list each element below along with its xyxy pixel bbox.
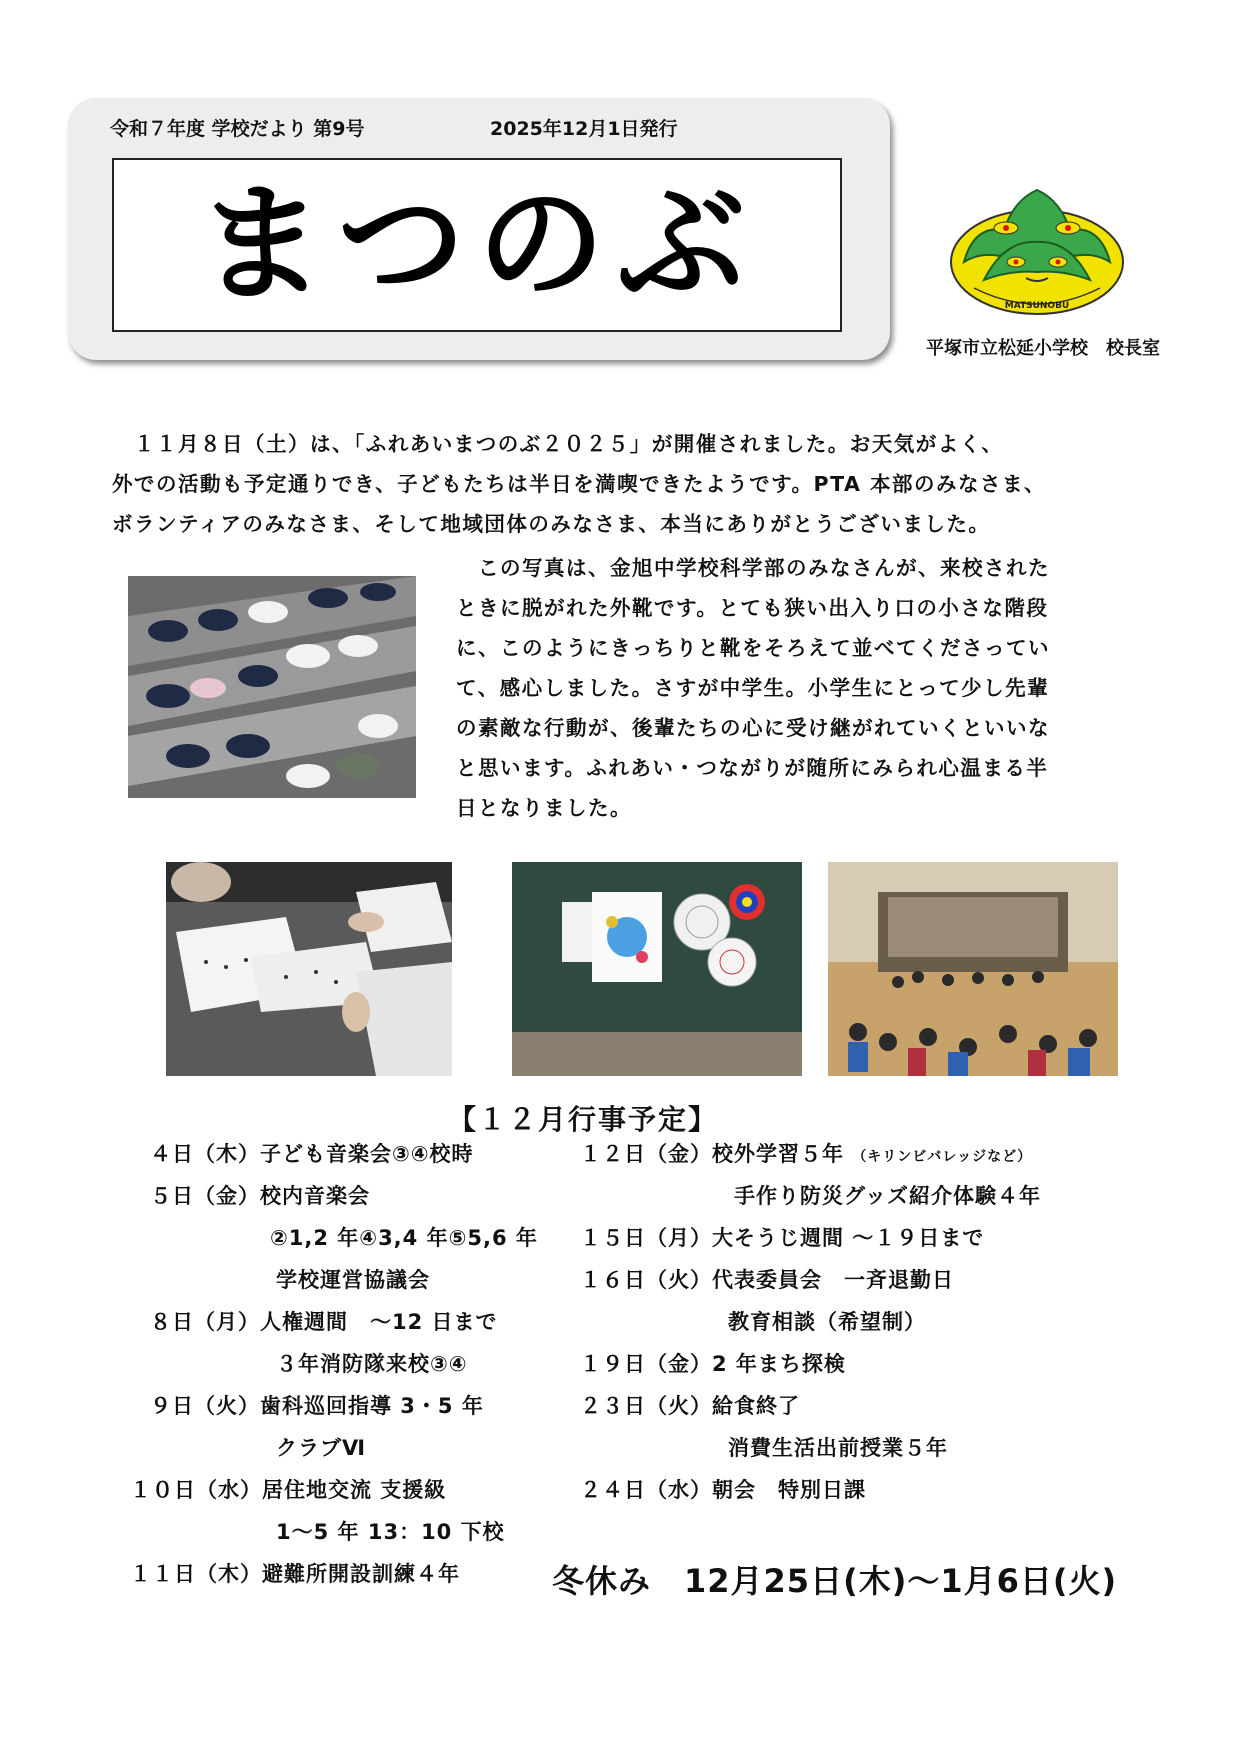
caption-line: の素敵な行動が、後輩たちの心に受け継がれていくといいな: [456, 716, 1050, 740]
schedule-left-item: ５日（金）校内音楽会: [150, 1184, 370, 1208]
schedule-heading: 【１２月行事予定】: [448, 1103, 719, 1136]
newsletter-title: まつのぶ: [196, 170, 757, 319]
issue-date: 2025年12月1日発行: [490, 118, 678, 140]
photo-caption-paragraph: [456, 548, 1050, 828]
caption-line: に、このようにきっちりと靴をそろえて並べてくださってい: [456, 636, 1050, 660]
schedule-right-item: １５日（月）大そうじ週間 ～１９日まで: [580, 1226, 985, 1250]
caption-line: ときに脱がれた外靴です。とても狭い出入り口の小さな階段: [456, 596, 1049, 620]
intro-line: 外での活動も予定通りでき、子どもたちは半日を満喫できたようです。PTA 本部のみなさま、: [112, 472, 1046, 496]
schedule-left-item: クラブⅥ: [276, 1436, 367, 1460]
schedule-right-item: 手作り防災グッズ紹介体験４年: [734, 1184, 1041, 1208]
schedule-left-item: １１日（木）避難所開設訓練４年: [130, 1562, 460, 1586]
winter-break-notice: 冬休み 12月25日(木)～1月6日(火): [552, 1562, 1118, 1600]
schedule-left-item: ９日（火）歯科巡回指導 3・5 年: [150, 1394, 484, 1418]
schedule-left-item: 1～5 年 13：10 下校: [276, 1520, 505, 1544]
shoes-photo: [128, 576, 416, 798]
intro-paragraph: [112, 424, 1046, 544]
schedule-right-item: ２４日（水）朝会 特別日課: [580, 1478, 866, 1502]
schedule-right-item: １６日（火）代表委員会 一斉退勤日: [580, 1268, 954, 1292]
school-name: 平塚市立松延小学校 校長室: [926, 338, 1160, 359]
concert-hall-photo: [828, 862, 1118, 1076]
schedule-left-item: ３年消防隊来校③④: [276, 1352, 468, 1376]
schedule-right-text: １２日（金）校外学習５年: [580, 1142, 844, 1166]
schedule-left-item: 学校運営協議会: [276, 1268, 430, 1292]
science-board-photo: [512, 862, 802, 1076]
schedule-left-item: ４日（木）子ども音楽会③④校時: [150, 1142, 474, 1166]
schedule-left-item: １０日（水）居住地交流 支援級: [130, 1478, 447, 1502]
caption-line: 日となりました。: [456, 796, 632, 820]
issue-label: 令和７年度 学校だより 第9号: [110, 118, 365, 140]
caption-line: て、感心しました。さすが中学生。小学生にとって少し先輩: [456, 676, 1050, 700]
schedule-right-item: [580, 1138, 1032, 1168]
schedule-right-note: （キリンビバレッジなど）: [852, 1149, 1033, 1165]
paper-activity-photo: [166, 862, 452, 1076]
schedule-right-item: 消費生活出前授業５年: [728, 1436, 948, 1460]
title-frame: [112, 158, 842, 332]
schedule-right-item: ２３日（火）給食終了: [580, 1394, 800, 1418]
schedule-right-item: １９日（金）2 年まち探検: [580, 1352, 846, 1376]
schedule-right-item: 教育相談（希望制）: [728, 1310, 926, 1334]
school-mascot-logo: [944, 170, 1130, 320]
caption-line: と思います。ふれあい・つながりが随所にみられ心温まる半: [456, 756, 1049, 780]
intro-line: ボランティアのみなさま、そして地域団体のみなさま、本当にありがとうございました。: [112, 512, 991, 536]
caption-line: この写真は、金旭中学校科学部のみなさんが、来校された: [456, 556, 1050, 580]
schedule-left-item: ８日（月）人権週間 ～12 日まで: [150, 1310, 498, 1334]
logo-lettering: MATSUNOBU: [1004, 301, 1070, 311]
schedule-left-item: ②1,2 年④3,4 年⑤5,6 年: [270, 1226, 538, 1250]
intro-line: １１月８日（土）は、「ふれあいまつのぶ２０２５」が開催されました。お天気がよく、: [112, 432, 1004, 456]
